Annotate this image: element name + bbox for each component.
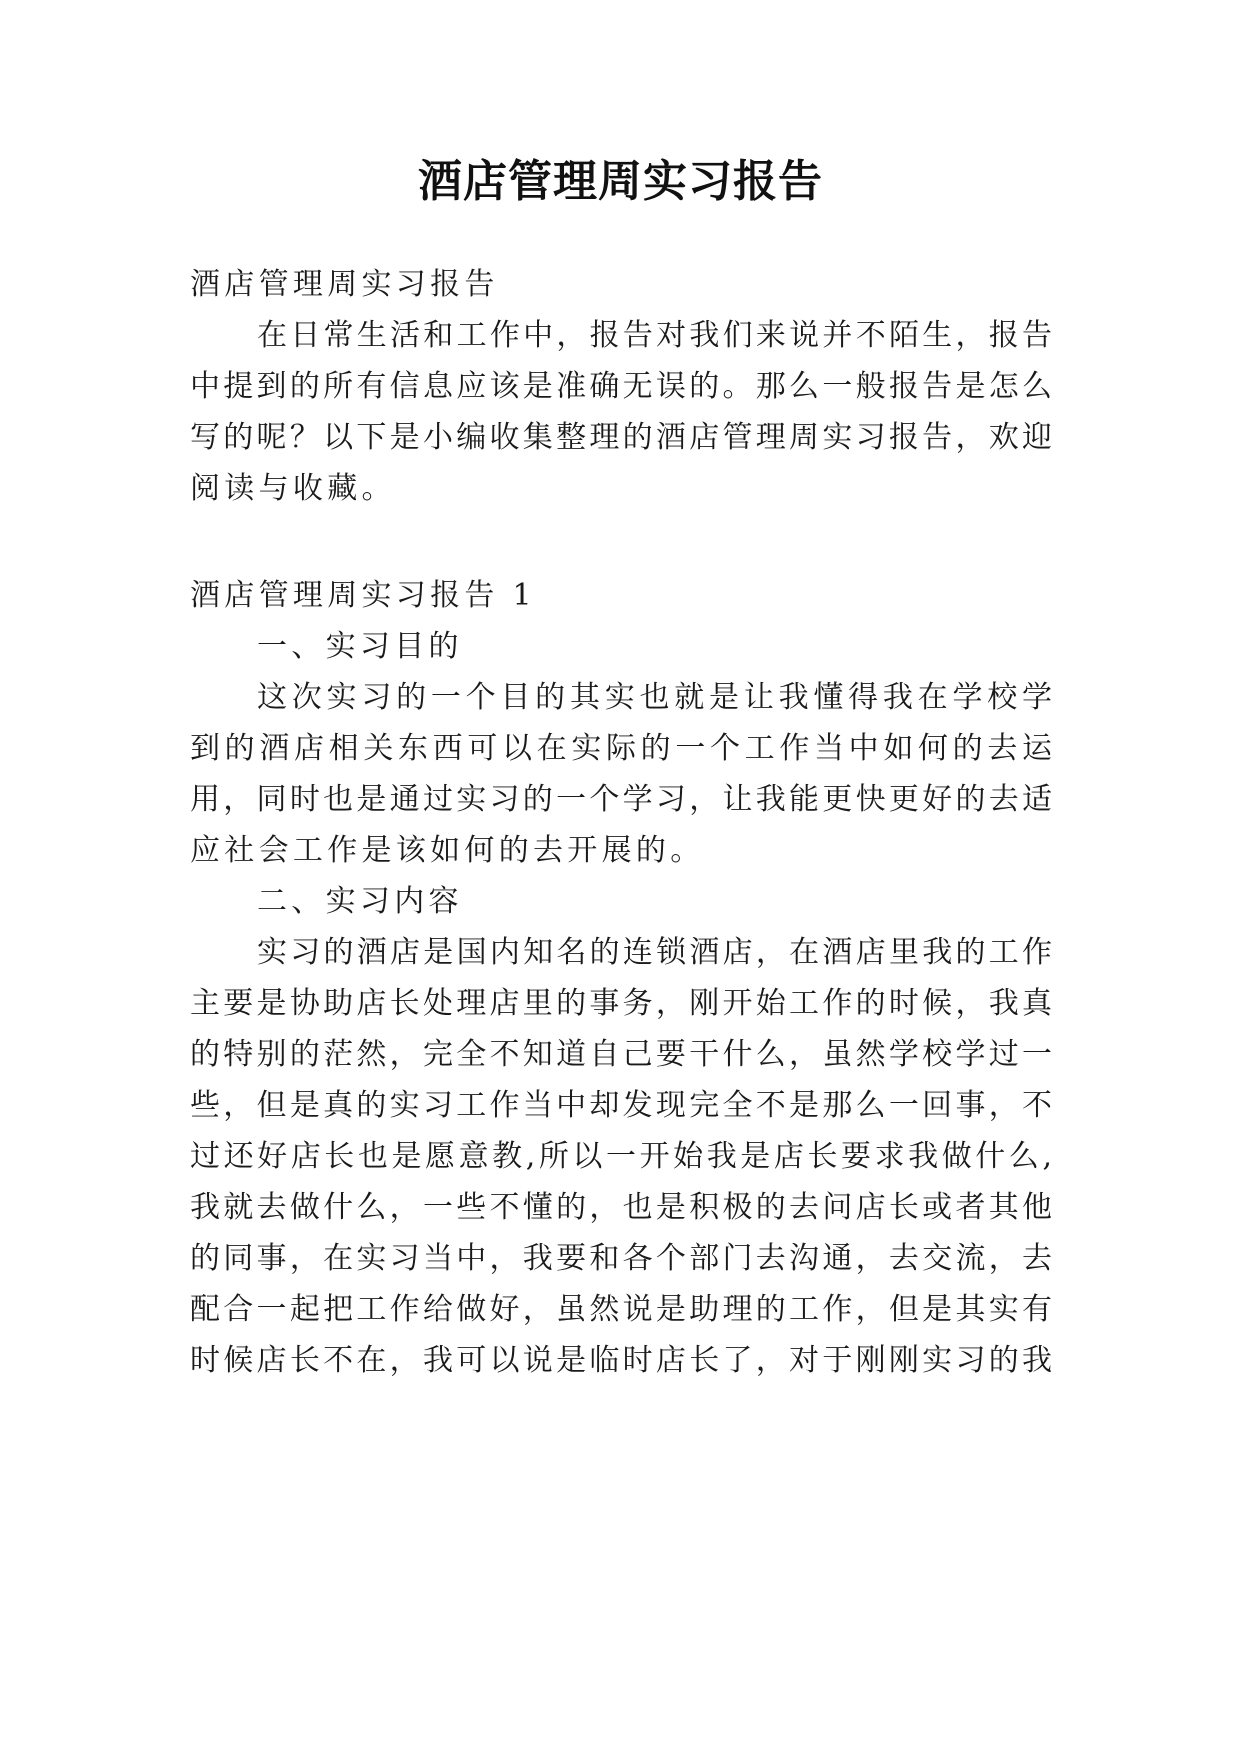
subsection-heading: 二、实习内容: [257, 884, 463, 919]
paragraph-line: 在日常生活和工作中，报告对我们来说并不陌生，报告: [257, 318, 1052, 353]
section-heading: 酒店管理周实习报告 1: [190, 578, 536, 613]
paragraph-line: 应社会工作是该如何的去开展的。: [190, 833, 705, 868]
section-heading: 酒店管理周实习报告: [190, 267, 499, 302]
paragraph-line: 些，但是真的实习工作当中却发现完全不是那么一回事，不: [190, 1088, 1052, 1123]
paragraph-line: 中提到的所有信息应该是准确无误的。那么一般报告是怎么: [190, 369, 1052, 404]
paragraph-line: 的同事，在实习当中，我要和各个部门去沟通，去交流，去: [190, 1241, 1052, 1276]
paragraph-line: 用，同时也是通过实习的一个学习，让我能更快更好的去适: [190, 782, 1052, 817]
paragraph-line: 我就去做什么，一些不懂的，也是积极的去问店长或者其他: [190, 1190, 1052, 1225]
document-title: 酒店管理周实习报告: [418, 156, 823, 207]
paragraph-line: 阅读与收藏。: [190, 471, 396, 506]
paragraph-line: 写的呢？以下是小编收集整理的酒店管理周实习报告，欢迎: [190, 420, 1052, 455]
paragraph-line: 的特别的茫然，完全不知道自己要干什么，虽然学校学过一: [190, 1037, 1052, 1072]
paragraph-line: 实习的酒店是国内知名的连锁酒店，在酒店里我的工作: [257, 935, 1052, 970]
paragraph-line: 这次实习的一个目的其实也就是让我懂得我在学校学: [257, 680, 1052, 715]
paragraph-line: 过还好店长也是愿意教,所以一开始我是店长要求我做什么,: [190, 1139, 1052, 1174]
paragraph-line: 时候店长不在，我可以说是临时店长了，对于刚刚实习的我: [190, 1343, 1052, 1378]
subsection-heading: 一、实习目的: [257, 629, 463, 664]
paragraph-line: 到的酒店相关东西可以在实际的一个工作当中如何的去运: [190, 731, 1052, 766]
paragraph-line: 配合一起把工作给做好，虽然说是助理的工作，但是其实有: [190, 1292, 1052, 1327]
paragraph-line: 主要是协助店长处理店里的事务，刚开始工作的时候，我真: [190, 986, 1052, 1021]
